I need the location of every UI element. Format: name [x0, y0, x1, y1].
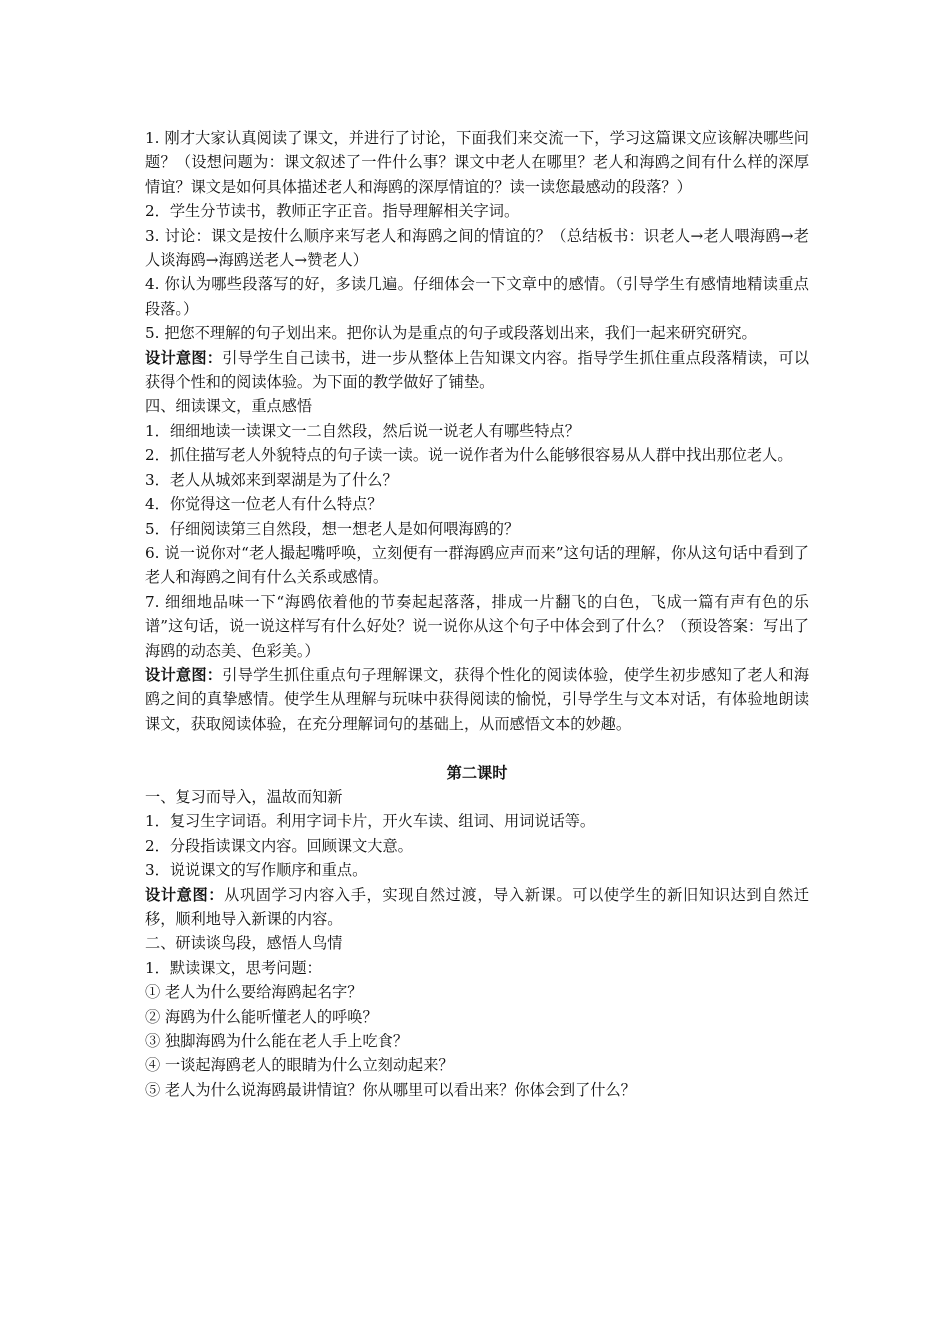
paragraph: 2．分段指读课文内容。回顾课文大意。 — [145, 836, 413, 855]
list-item: ④ 一谈起海鸥老人的眼睛为什么立刻动起来？ — [145, 1056, 454, 1075]
paragraph: 6. 说一说你对“老人撮起嘴呼唤，立刻便有一群海鸥应声而来”这句话的理解，你从这句话中看到了老人和海鸥之间有什么关系或感情。 — [145, 543, 809, 587]
design-intent-label: 设计意图： — [145, 348, 223, 367]
design-intent — [145, 663, 809, 736]
design-intent-text: 引导学生自己读书，进一步从整体上告知课文内容。指导学生抓住重点段落精读，可以获得个性和的阅读体验。为下面的教学做好了铺垫。 — [145, 348, 810, 392]
design-intent-label: 设计意图： — [145, 665, 223, 684]
design-intent-label: 设计意图： — [145, 885, 225, 904]
lesson-title: 第二课时 — [446, 763, 508, 782]
section-heading: 一、复习而导入，温故而知新 — [145, 787, 343, 806]
paragraph: 1. 刚才大家认真阅读了课文，并进行了讨论，下面我们来交流一下，学习这篇课文应该解决哪些问题？（设想问题为：课文叙述了一件什么事？课文中老人在哪里？老人和海鸥之间有什么样的深厚情谊？课文是如何具体描述老人和海鸥的深厚情谊的？读一读您最感动的段落？） — [145, 129, 809, 196]
paragraph: 2．学生分节读书，教师正字正音。指导理解相关字词。 — [145, 202, 520, 221]
design-intent-text: 引导学生抓住重点句子理解课文，获得个性化的阅读体验，使学生初步感知了老人和海鸥之间的真挚感情。使学生从理解与玩味中获得阅读的愉悦，引导学生与文本对话，有体验地朗读课文，获取阅读体验，在充分理解词句的基础上，从而感悟文本的妙趣。 — [145, 665, 810, 733]
design-intent — [145, 883, 809, 932]
list-item: ⑤ 老人为什么说海鸥最讲情谊？你从哪里可以看出来？你体会到了什么？ — [145, 1080, 636, 1099]
paragraph: 3．老人从城郊来到翠湖是为了什么？ — [145, 470, 398, 489]
list-item: ① 老人为什么要给海鸥起名字？ — [145, 983, 363, 1002]
paragraph: 4．你觉得这一位老人有什么特点？ — [145, 495, 383, 514]
paragraph: 4. 你认为哪些段落写的好，多读几遍。仔细体会一下文章中的感情。（引导学生有感情地精读重点段落。） — [145, 275, 809, 318]
section-heading: 四、细读课文，重点感悟 — [145, 397, 313, 416]
list-item: ② 海鸥为什么能听懂老人的呼唤？ — [145, 1007, 378, 1026]
paragraph: 3. 讨论：课文是按什么顺序来写老人和海鸥之间的情谊的？（总结板书：识老人→老人喂海鸥→老人谈海鸥→海鸥送老人→赞老人） — [145, 226, 809, 270]
paragraph: 1．复习生字词语。利用字词卡片，开火车读、组词、用词说话等。 — [145, 812, 596, 831]
paragraph: 1．默读课文，思考问题： — [145, 958, 322, 977]
document-body — [145, 126, 809, 1102]
section-heading: 二、研读谈鸟段，感悟人鸟情 — [145, 934, 343, 953]
design-intent — [145, 346, 809, 395]
paragraph: 1．细细地读一读课文一二自然段，然后说一说老人有哪些特点？ — [145, 421, 580, 440]
design-intent-text: 从巩固学习内容入手，实现自然过渡，导入新课。可以使学生的新旧知识达到自然迁移，顺利地导入新课的内容。 — [145, 885, 810, 928]
list-item: ③ 独脚海鸥为什么能在老人手上吃食？ — [145, 1032, 409, 1051]
paragraph: 5. 把您不理解的句子划出来。把你认为是重点的句子或段落划出来，我们一起来研究研究。 — [145, 324, 757, 343]
paragraph: 7. 细细地品味一下“海鸥依着他的节奏起起落落，排成一片翻飞的白色，飞成一篇有声有色的乐谱”这句话，说一说这样写有什么好处？说一说你从这个句子中体会到了什么？（预设答案：写出了海鸥的动态美、色彩美。） — [145, 592, 809, 660]
paragraph: 2．抓住描写老人外貌特点的句子读一读。说一说作者为什么能够很容易从人群中找出那位老人。 — [145, 446, 793, 465]
paragraph: 3．说说课文的写作顺序和重点。 — [145, 861, 368, 880]
paragraph: 5．仔细阅读第三自然段，想一想老人是如何喂海鸥的？ — [145, 519, 520, 538]
